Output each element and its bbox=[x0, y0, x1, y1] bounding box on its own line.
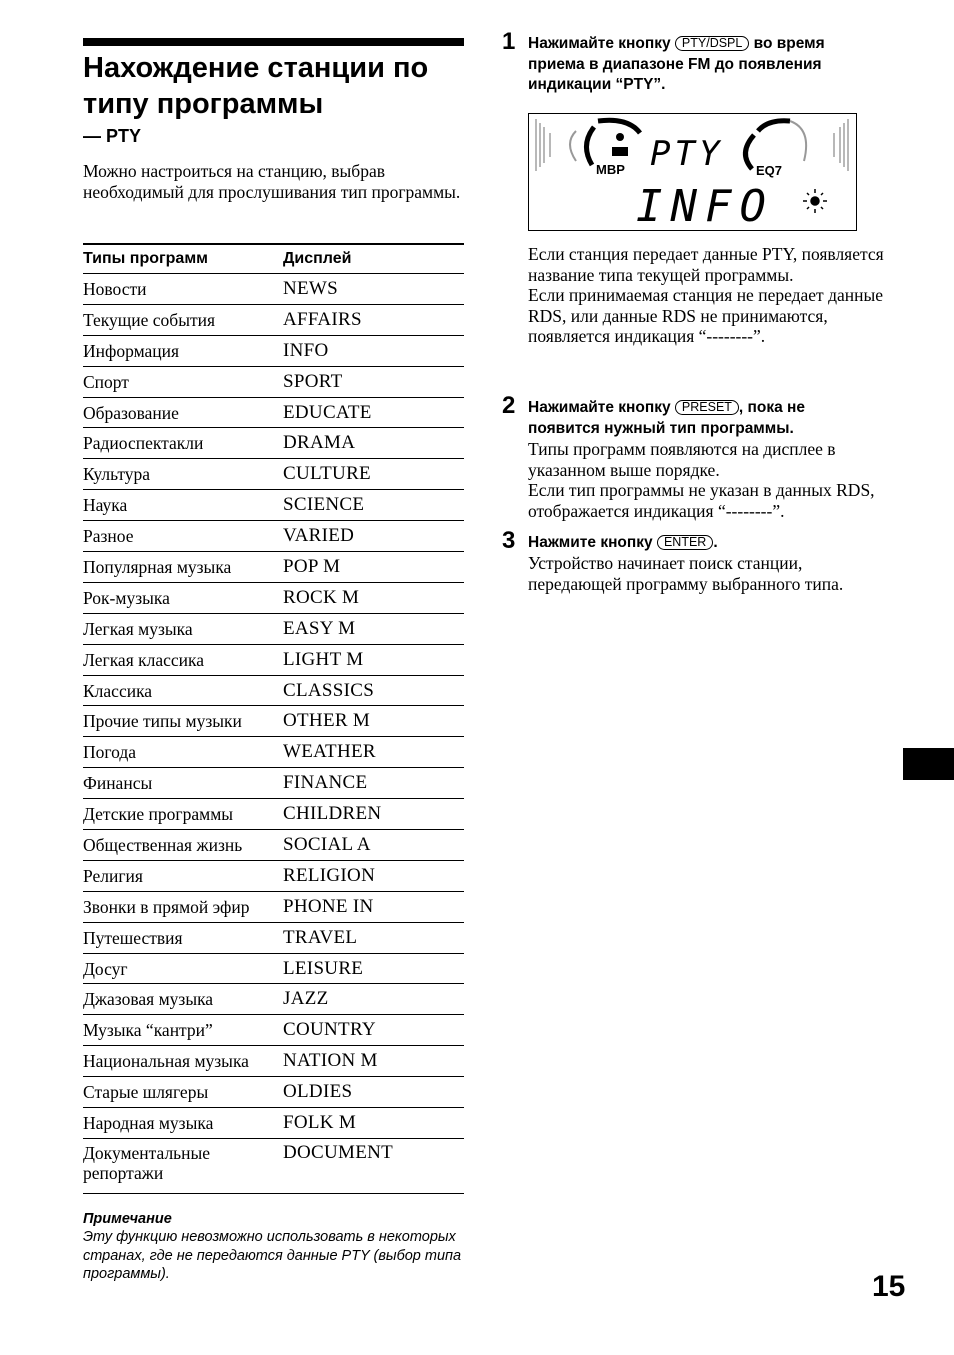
table-row bbox=[83, 922, 464, 953]
title-rule bbox=[83, 38, 464, 46]
display-code-cell: LIGHT M bbox=[283, 644, 464, 675]
display-code-cell: DRAMA bbox=[283, 428, 464, 459]
table-row bbox=[83, 613, 464, 644]
lcd-mode-text: PTY bbox=[650, 134, 724, 174]
table-row bbox=[83, 1046, 464, 1077]
program-type-cell: Погода bbox=[83, 737, 283, 768]
lcd-main-text: INFO bbox=[636, 181, 774, 231]
table-row bbox=[83, 1077, 464, 1108]
step-1-number: 1 bbox=[502, 28, 516, 55]
display-code-cell: PHONE IN bbox=[283, 891, 464, 922]
step-2-pre: Нажимайте кнопку bbox=[528, 399, 671, 416]
program-type-cell: Информация bbox=[83, 335, 283, 366]
program-type-cell: Легкая классика bbox=[83, 644, 283, 675]
program-type-cell: Путешествия bbox=[83, 922, 283, 953]
program-type-cell: Детские программы bbox=[83, 799, 283, 830]
table-row bbox=[83, 860, 464, 891]
display-code-cell: FINANCE bbox=[283, 768, 464, 799]
table-row bbox=[83, 582, 464, 613]
table-row bbox=[83, 675, 464, 706]
preset-key: PRESET bbox=[675, 400, 739, 415]
display-code-cell: AFFAIRS bbox=[283, 304, 464, 335]
display-code-cell: DOCUMENT bbox=[283, 1141, 394, 1163]
display-code-cell: CULTURE bbox=[283, 459, 464, 490]
program-type-cell: Текущие события bbox=[83, 304, 283, 335]
step-2-instruction bbox=[528, 398, 868, 439]
step-1-instruction bbox=[528, 34, 868, 96]
table-row bbox=[83, 644, 464, 675]
table-row bbox=[83, 304, 464, 335]
table-row bbox=[83, 552, 464, 583]
table-row bbox=[83, 397, 464, 428]
step-3-pre: Нажмите кнопку bbox=[528, 534, 653, 551]
table-row bbox=[83, 737, 464, 768]
display-code-cell: ROCK M bbox=[283, 582, 464, 613]
program-type-cell: Прочие типы музыки bbox=[83, 706, 283, 737]
mbp-badge: MBP bbox=[596, 162, 625, 177]
display-code-cell: OTHER M bbox=[283, 706, 464, 737]
table-row bbox=[83, 335, 464, 366]
table-row bbox=[83, 274, 464, 305]
display-code-cell: EASY M bbox=[283, 613, 464, 644]
program-type-cell: Популярная музыка bbox=[83, 552, 283, 583]
column-header-types: Типы программ bbox=[83, 244, 283, 274]
table-row bbox=[83, 490, 464, 521]
display-code-cell: OLDIES bbox=[283, 1077, 464, 1108]
step-2-post: , пока не появится нужный тип программы. bbox=[528, 399, 806, 437]
program-type-cell: Рок-музыка bbox=[83, 582, 283, 613]
display-code-cell: EDUCATE bbox=[283, 397, 464, 428]
display-code-cell: JAZZ bbox=[283, 984, 464, 1015]
program-type-cell: Легкая музыка bbox=[83, 613, 283, 644]
program-type-cell: Общественная жизнь bbox=[83, 830, 283, 861]
table-row bbox=[83, 706, 464, 737]
pty-dspl-key: PTY/DSPL bbox=[675, 36, 749, 51]
program-type-cell: Разное bbox=[83, 521, 283, 552]
program-type-cell: Документальные репортажи bbox=[83, 1142, 211, 1183]
table-row bbox=[83, 830, 464, 861]
step-3-body: Устройство начинает поиск станции, передающей программу выбранного типа. bbox=[528, 553, 844, 594]
program-type-cell: Образование bbox=[83, 397, 283, 428]
program-type-cell: Радиоспектакли bbox=[83, 428, 283, 459]
display-code-cell: WEATHER bbox=[283, 737, 464, 768]
intro-paragraph: Можно настроиться на станцию, выбрав необходимый для прослушивания тип программы. bbox=[83, 161, 461, 202]
page-number: 15 bbox=[872, 1270, 906, 1303]
table-row bbox=[83, 521, 464, 552]
lcd-display-illustration bbox=[528, 113, 857, 231]
page-title: Нахождение станции по типу программы bbox=[83, 52, 429, 120]
program-type-cell: Джазовая музыка bbox=[83, 984, 283, 1015]
program-type-cell: Новости bbox=[83, 274, 283, 305]
display-code-cell: SOCIAL A bbox=[283, 830, 464, 861]
table-header-row bbox=[83, 244, 464, 274]
display-code-cell: CHILDREN bbox=[283, 799, 464, 830]
display-code-cell: TRAVEL bbox=[283, 922, 464, 953]
step-1-pre: Нажимайте кнопку bbox=[528, 35, 671, 52]
program-type-cell: Старые шлягеры bbox=[83, 1077, 283, 1108]
step-2-number: 2 bbox=[502, 392, 516, 419]
table-row bbox=[83, 1108, 464, 1139]
eq7-badge: EQ7 bbox=[756, 163, 783, 178]
table-row bbox=[83, 984, 464, 1015]
step-3-number: 3 bbox=[502, 527, 516, 554]
display-code-cell: VARIED bbox=[283, 521, 464, 552]
note-heading: Примечание bbox=[83, 1211, 172, 1227]
display-code-cell: SCIENCE bbox=[283, 490, 464, 521]
display-code-cell: RELIGION bbox=[283, 860, 464, 891]
table-row bbox=[83, 799, 464, 830]
display-code-cell: CLASSICS bbox=[283, 675, 464, 706]
note-block bbox=[83, 1210, 464, 1283]
table-row bbox=[83, 953, 464, 984]
column-header-display: Дисплей bbox=[283, 244, 464, 274]
program-type-cell: Классика bbox=[83, 675, 283, 706]
step-3-post: . bbox=[713, 534, 718, 551]
table-row bbox=[83, 428, 464, 459]
page-subtitle: — PTY bbox=[83, 126, 142, 146]
display-code-cell: LEISURE bbox=[283, 953, 464, 984]
table-row bbox=[83, 366, 464, 397]
note-text: Эту функцию невозможно использовать в некоторых странах, где не передаются данные PTY (выбор типа программы). bbox=[83, 1229, 462, 1282]
display-code-cell: FOLK M bbox=[283, 1108, 464, 1139]
step-1-post: во время приема в диапазоне FM до появления индикации “PTY”. bbox=[528, 35, 825, 93]
program-type-table bbox=[83, 243, 464, 1194]
display-code-cell: NATION M bbox=[283, 1046, 464, 1077]
program-type-cell: Звонки в прямой эфир bbox=[83, 891, 283, 922]
table-body bbox=[83, 274, 464, 1194]
step-1-body: Если станция передает данные PTY, появляется название типа текущей программы. Если принимаемая станция не передает данные RDS, или данные RDS не принимаются, появляется индикация “--------”. bbox=[528, 244, 884, 346]
table-row bbox=[83, 1015, 464, 1046]
program-type-cell: Музыка “кантри” bbox=[83, 1015, 283, 1046]
program-type-cell: Спорт bbox=[83, 366, 283, 397]
program-type-cell: Национальная музыка bbox=[83, 1046, 283, 1077]
step-3-instruction bbox=[528, 533, 868, 554]
table-row bbox=[83, 768, 464, 799]
table-row bbox=[83, 1138, 464, 1193]
display-code-cell: POP M bbox=[283, 552, 464, 583]
program-type-cell: Народная музыка bbox=[83, 1108, 283, 1139]
program-type-cell: Культура bbox=[83, 459, 283, 490]
display-code-cell: INFO bbox=[283, 335, 464, 366]
enter-key: ENTER bbox=[657, 535, 713, 550]
table-row bbox=[83, 891, 464, 922]
display-code-cell: SPORT bbox=[283, 366, 464, 397]
table-row bbox=[83, 459, 464, 490]
program-type-cell: Досуг bbox=[83, 953, 283, 984]
program-type-cell: Финансы bbox=[83, 768, 283, 799]
program-type-cell: Наука bbox=[83, 490, 283, 521]
program-type-cell: Религия bbox=[83, 860, 283, 891]
display-code-cell: NEWS bbox=[283, 274, 464, 305]
step-2-body: Типы программ появляются на дисплее в указанном выше порядке. Если тип программы не указан в данных RDS, отображается индикация “--------”. bbox=[528, 439, 875, 521]
display-code-cell: COUNTRY bbox=[283, 1015, 464, 1046]
section-tab-marker bbox=[903, 748, 954, 780]
